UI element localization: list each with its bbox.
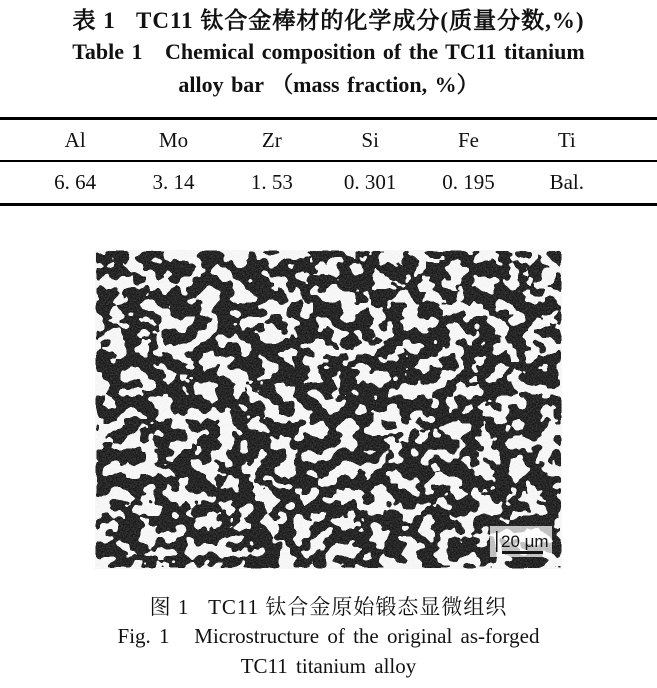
- column-header-fe: Fe: [457, 127, 479, 152]
- figure-caption-zh: 图 1 TC11 钛合金原始锻态显微组织: [149, 595, 508, 619]
- table-data-row: [0, 162, 657, 203]
- composition-table: [0, 117, 657, 206]
- table-cell-zr: 1. 53: [250, 170, 293, 194]
- table-header-row: [0, 120, 657, 162]
- column-header-zr: Zr: [261, 127, 282, 152]
- table-title-en-line1: Table 1 Chemical composition of the TC11 titanium: [72, 39, 585, 64]
- figure-caption-en-line1: Fig. 1 Microstructure of the original as-forged: [117, 624, 540, 648]
- scale-bar-line: [502, 551, 543, 554]
- table-cell-fe: 0. 195: [442, 170, 495, 194]
- table-title-zh: 表 1 TC11 钛合金棒材的化学成分(质量分数,%): [72, 8, 585, 33]
- table-cell-al: 6. 64: [54, 170, 97, 194]
- scale-bar-tick: [496, 531, 498, 552]
- table-cell-mo: 3. 14: [152, 170, 195, 194]
- table-cell-ti: Bal.: [549, 170, 585, 194]
- micrograph-image: [95, 250, 562, 569]
- column-header-si: Si: [361, 127, 379, 152]
- micrograph-texture-overlay: [95, 250, 562, 569]
- column-header-ti: Ti: [557, 127, 576, 152]
- scale-bar-label: 20 μm: [501, 532, 549, 551]
- column-header-mo: Mo: [158, 127, 189, 152]
- table-title-en-line2: alloy bar （mass fraction, %）: [178, 72, 479, 97]
- figure-caption-en-line2: TC11 titanium alloy: [240, 654, 417, 678]
- scale-bar: [490, 526, 552, 557]
- table-cell-si: 0. 301: [343, 170, 397, 194]
- figure-1: [95, 250, 562, 569]
- column-header-al: Al: [64, 127, 86, 152]
